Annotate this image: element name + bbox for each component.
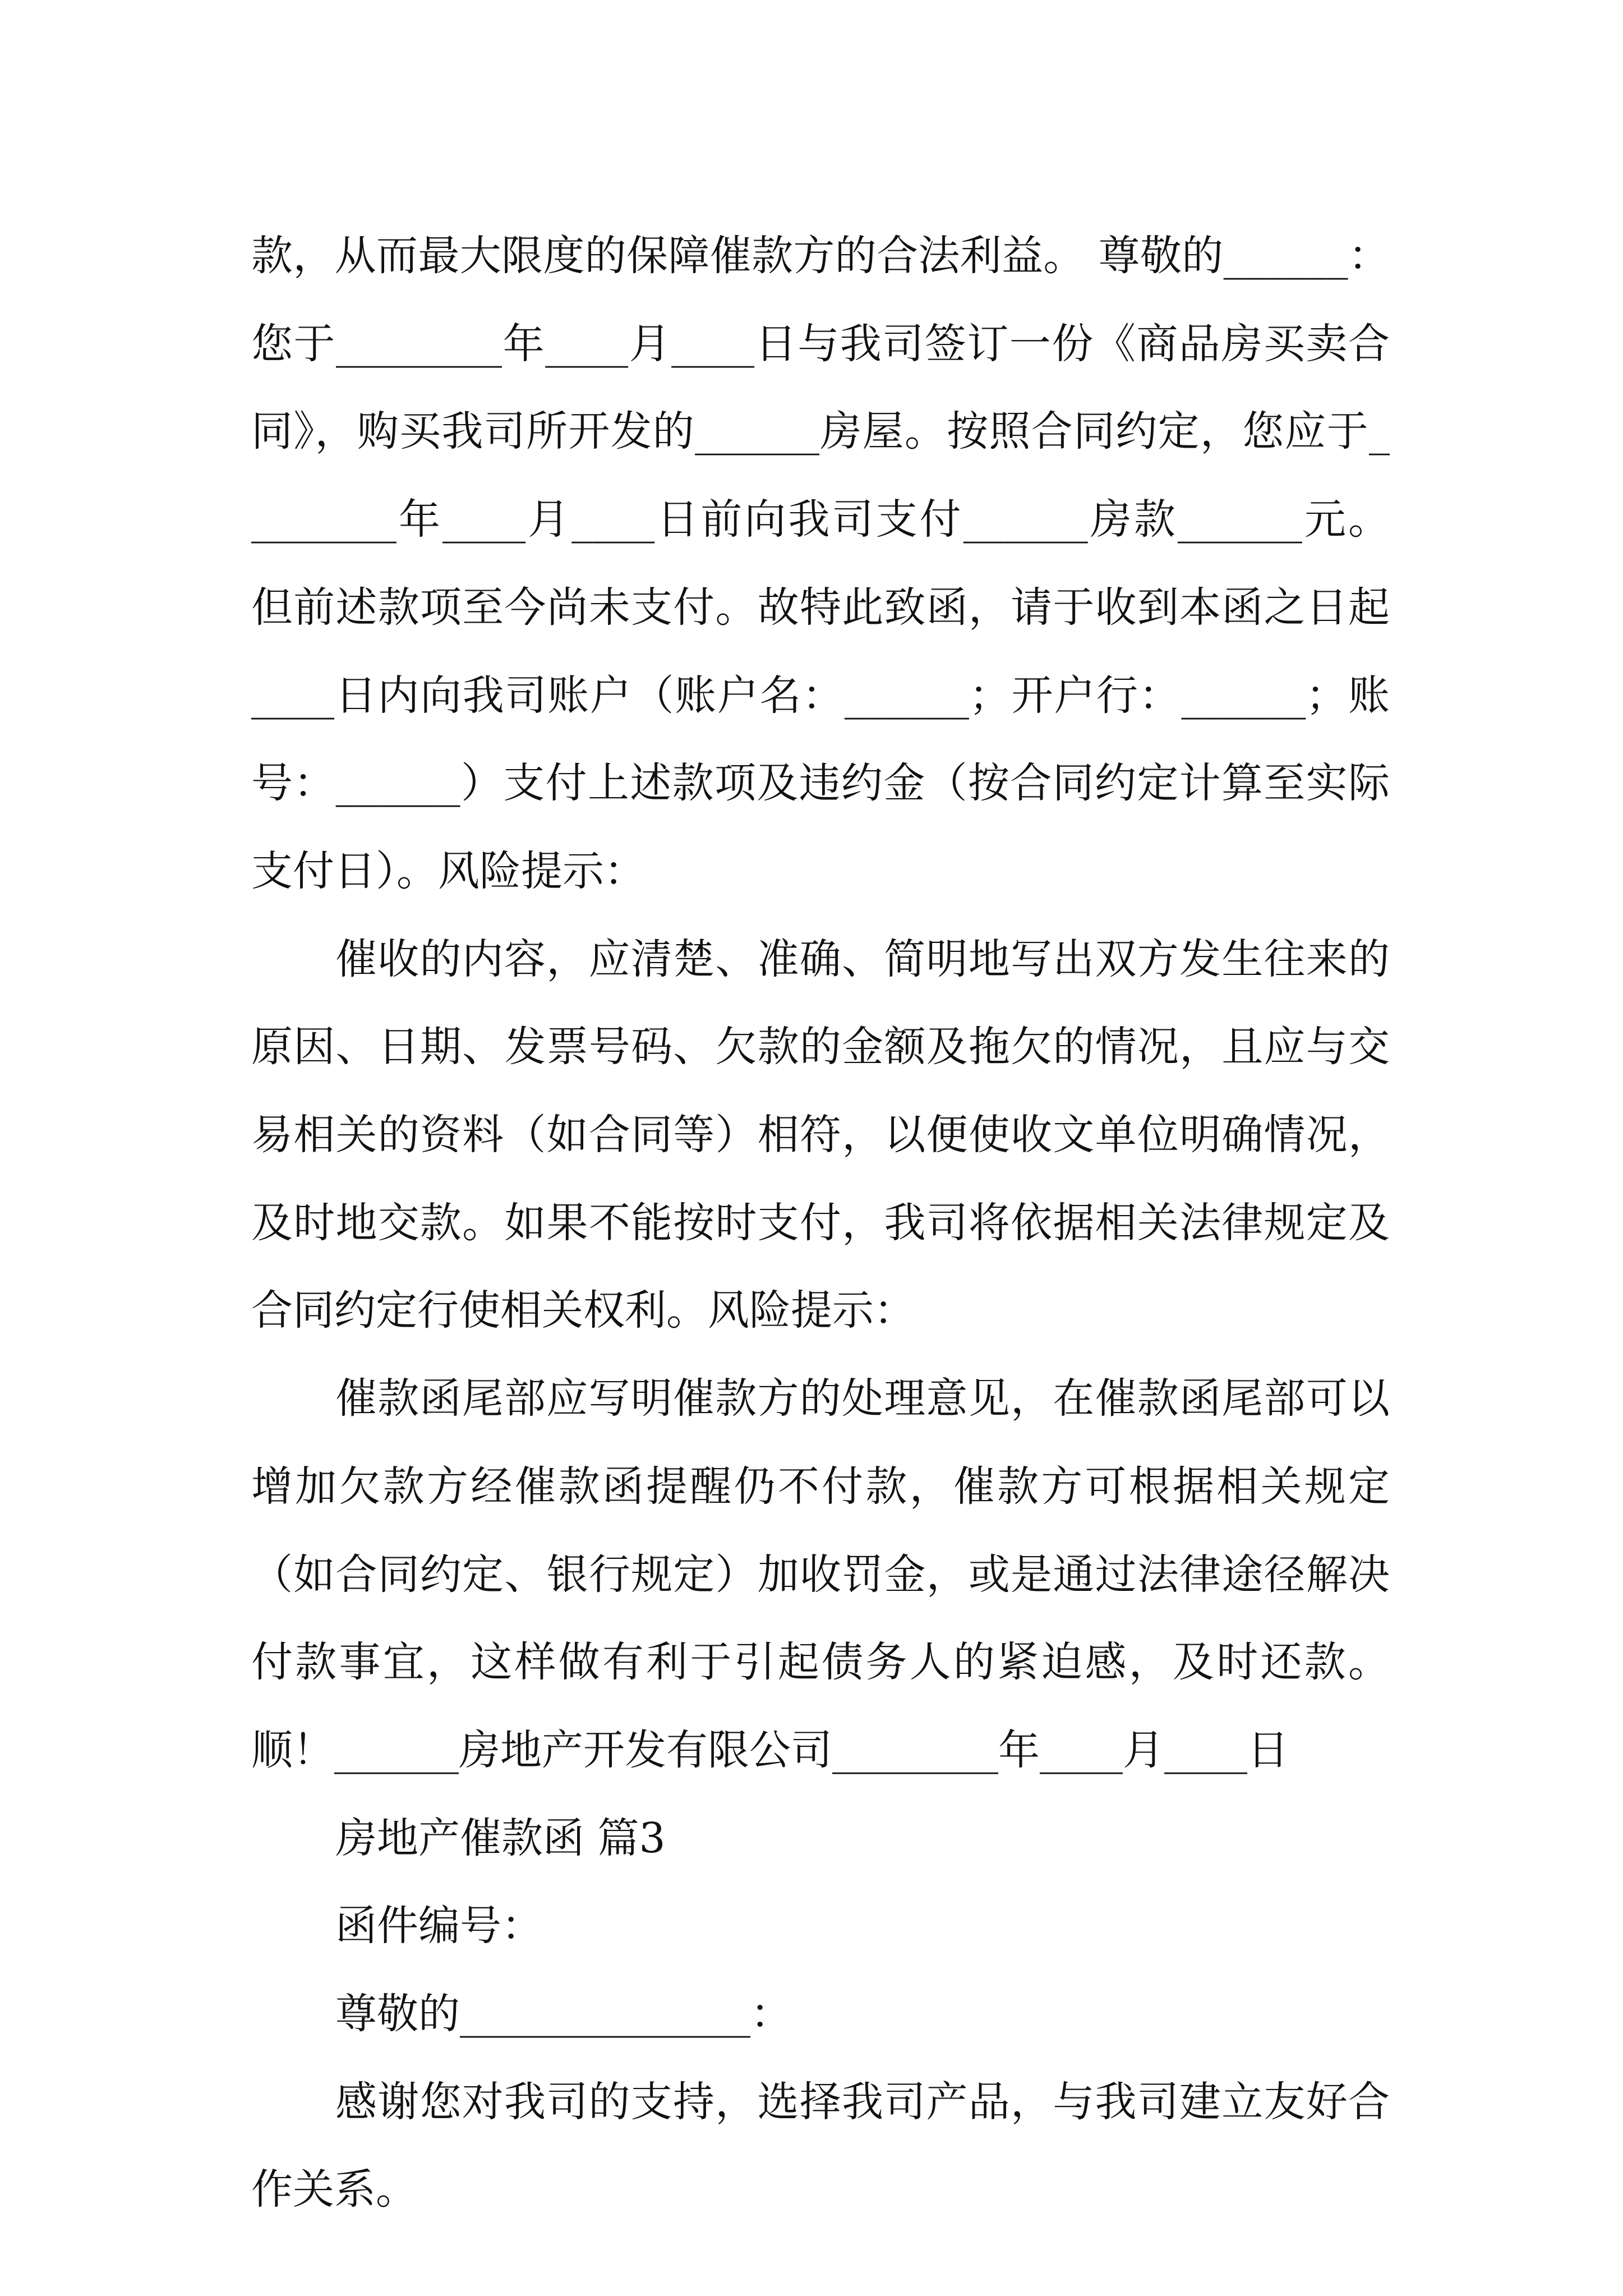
paragraph-collection-ending: 催款函尾部应写明催款方的处理意见，在催款函尾部可以增加欠款方经催款函提醒仍不付款，催款方可根据相关规定（如合同约定、银行规定）加收罚金，或是通过法律途径解决付款事宜，这样做有利于引起债务人的紧迫感，及时还款。顺！______房地产开发有限公司________年____月____日 xyxy=(251,1374,1390,1774)
document-page xyxy=(251,212,1390,2234)
paragraph-payment-notice: 款，从而最大限度的保障催款方的合法利益。 尊敬的______：您于________年____月____日与我司签订一份《商品房买卖合同》，购买我司所开发的______房屋。按照合同约定，您应于________年____月____日前向我司支付______房款______元。但前述款项至今尚未支付。故特此致函，请于收到本函之日起____日内向我司账户（账户名：______；开户行：______；账号：______）支付上述款项及违约金（按合同约定计算至实际支付日）。风险提示： xyxy=(251,232,1390,895)
section-title: 房地产催款函 篇3 xyxy=(335,1814,666,1862)
paragraph-thanks: 感谢您对我司的支持，选择我司产品，与我司建立友好合作关系。 xyxy=(251,2077,1390,2214)
salutation: 尊敬的______________： xyxy=(335,1990,792,2039)
paragraph-collection-content: 催收的内容，应清楚、准确、简明地写出双方发生往来的原因、日期、发票号码、欠款的金额及拖欠的情况，且应与交易相关的资料（如合同等）相符，以便使收文单位明确情况，及时地交款。如果不能按时支付，我司将依据相关法律规定及合同约定行使相关权利。风险提示： xyxy=(251,935,1390,1335)
letter-number-label: 函件编号： xyxy=(335,1902,543,1950)
